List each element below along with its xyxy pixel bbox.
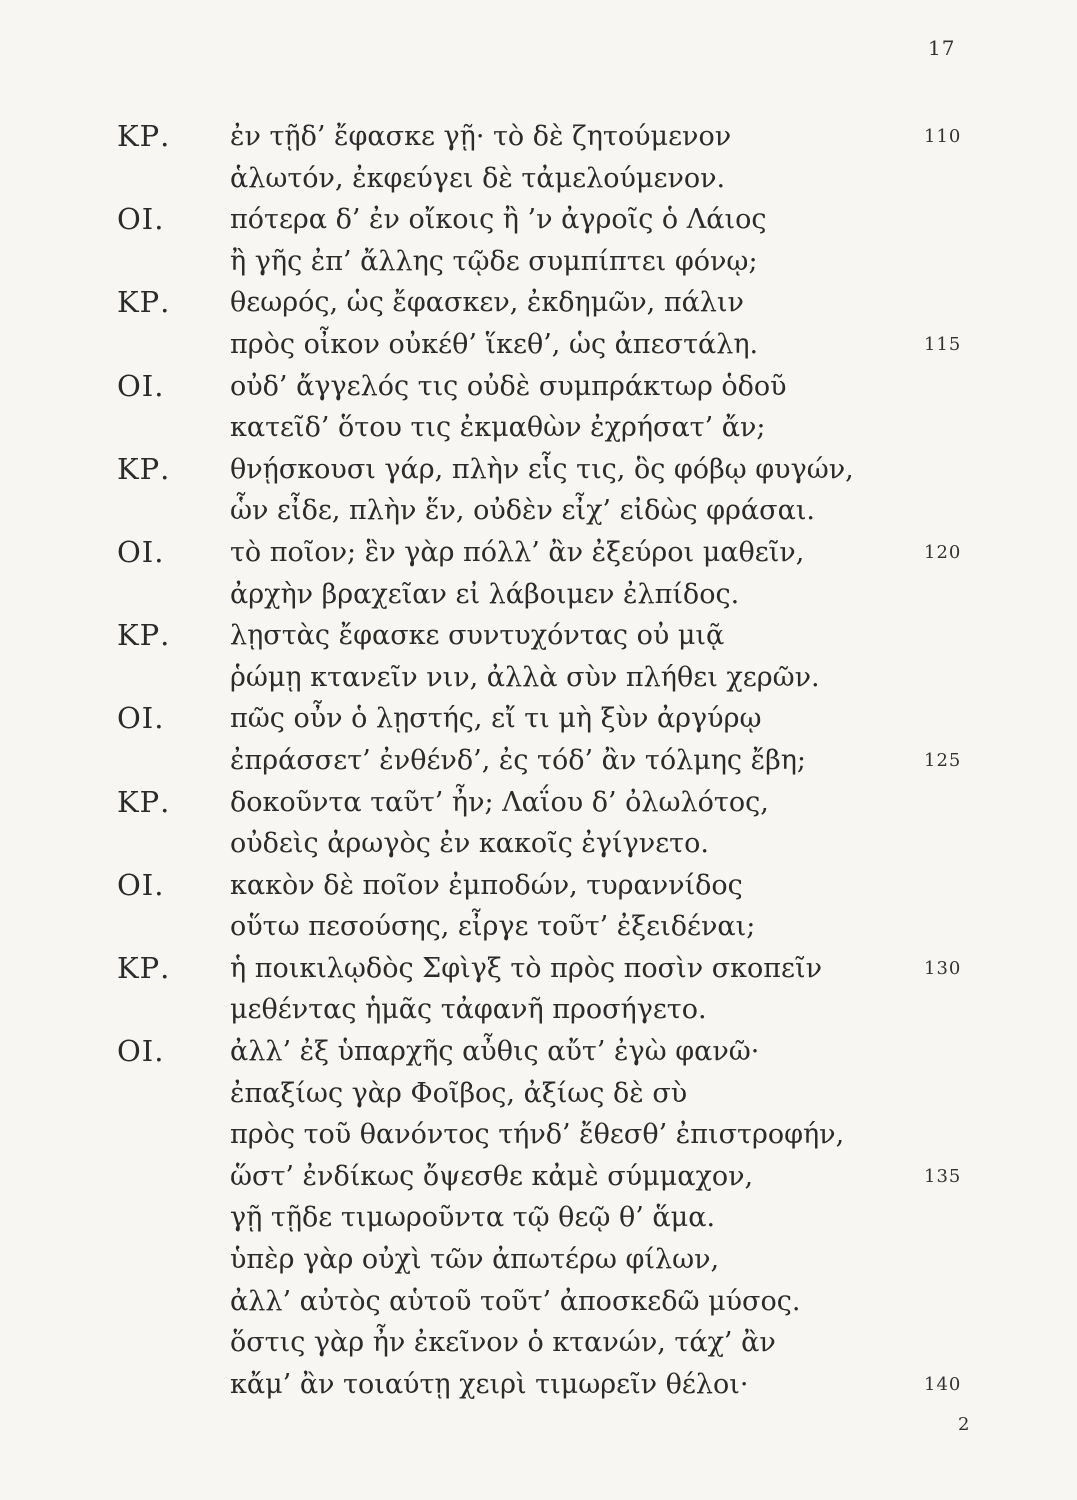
verse-block (0, 116, 1077, 1405)
verse-line (0, 1281, 1077, 1323)
verse-line (0, 366, 1077, 408)
verse-line (0, 1114, 1077, 1156)
line-number: 140 (924, 1373, 962, 1395)
verse-text: οὐδεὶς ἀρωγὸς ἐν κακοῖς ἐγίγνετο. (230, 828, 709, 860)
verse-text: θεωρός, ὡς ἔφασκεν, ἐκδημῶν, πάλιν (230, 287, 744, 319)
verse-text: ὥστ’ ἐνδίκως ὄψεσθε κἀμὲ σύμμαχον, (230, 1160, 754, 1192)
verse-text: μεθέντας ἡμᾶς τἀφανῆ προσήγετο. (230, 994, 707, 1026)
verse-line (0, 199, 1077, 241)
verse-text: οὐδ’ ἄγγελός τις οὐδὲ συμπράκτωρ ὁδοῦ (230, 370, 787, 402)
verse-line (0, 574, 1077, 616)
verse-line (0, 1031, 1077, 1073)
verse-line (0, 698, 1077, 740)
verse-line (0, 241, 1077, 283)
verse-line (0, 906, 1077, 948)
verse-line (0, 865, 1077, 907)
verse-text: οὕτω πεσούσης, εἶργε τοῦτ’ ἐξειδέναι; (230, 911, 756, 943)
speaker-label: ΚΡ. (117, 784, 171, 819)
verse-text: γῇ τῇδε τιμωροῦντα τῷ θεῷ θ’ ἅμα. (230, 1202, 716, 1234)
verse-line (0, 989, 1077, 1031)
verse-text: κακὸν δὲ ποῖον ἐμποδών, τυραννίδος (230, 869, 743, 901)
speaker-label: ΚΡ. (117, 119, 171, 153)
speaker-label: ΟΙ. (117, 202, 165, 237)
verse-line (0, 158, 1077, 200)
verse-line (0, 657, 1077, 699)
verse-line (0, 1364, 1077, 1406)
line-number: 125 (924, 749, 962, 771)
speaker-label: ΟΙ. (117, 1034, 165, 1069)
verse-text: ἀλλ’ ἐξ ὑπαρχῆς αὖθις αὔτ’ ἐγὼ φανῶ· (230, 1036, 760, 1068)
verse-line (0, 490, 1077, 532)
line-number: 115 (924, 333, 962, 355)
line-number: 120 (924, 541, 962, 563)
verse-text: ἁλωτόν, ἐκφεύγει δὲ τἀμελούμενον. (230, 162, 726, 194)
verse-line (0, 407, 1077, 449)
verse-text: ἡ ποικιλῳδὸς Σφὶγξ τὸ πρὸς ποσὶν σκοπεῖν (230, 952, 822, 984)
verse-line (0, 1156, 1077, 1198)
line-number: 135 (924, 1165, 962, 1187)
verse-text: ὧν εἶδε, πλὴν ἕν, οὐδὲν εἶχ’ εἰδὼς φράσαι. (230, 495, 815, 527)
verse-text: θνῄσκουσι γάρ, πλὴν εἷς τις, ὃς φόβῳ φυγών, (230, 453, 854, 485)
speaker-label: ΚΡ. (117, 451, 171, 486)
verse-line (0, 782, 1077, 824)
verse-text: κἄμ’ ἂν τοιαύτῃ χειρὶ τιμωρεῖν θέλοι· (230, 1368, 749, 1400)
speaker-label: ΚΡ. (117, 950, 171, 985)
verse-line (0, 1197, 1077, 1239)
verse-line (0, 823, 1077, 865)
verse-line (0, 324, 1077, 366)
line-number: 110 (924, 126, 962, 147)
verse-text: ἀλλ’ αὐτὸς αὑτοῦ τοῦτ’ ἀποσκεδῶ μύσος. (230, 1285, 801, 1317)
verse-text: τὸ ποῖον; ἓν γὰρ πόλλ’ ἂν ἐξεύροι μαθεῖν, (230, 536, 805, 568)
verse-line (0, 948, 1077, 990)
verse-text: ὅστις γὰρ ἦν ἐκεῖνον ὁ κτανών, τάχ’ ἂν (230, 1327, 776, 1359)
speaker-label: ΚΡ. (117, 618, 171, 653)
verse-text: ἐν τῇδ’ ἔφασκε γῇ· τὸ δὲ ζητούμενον (230, 121, 732, 152)
verse-text: πῶς οὖν ὁ λῃστής, εἴ τι μὴ ξὺν ἀργύρῳ (230, 703, 762, 735)
verse-text: ἐπράσσετ’ ἐνθένδ’, ἐς τόδ’ ἂν τόλμης ἔβη; (230, 744, 806, 776)
verse-line (0, 282, 1077, 324)
speaker-label: ΚΡ. (117, 285, 171, 320)
verse-line (0, 615, 1077, 657)
speaker-label: ΟΙ. (117, 701, 165, 736)
verse-text: ἢ γῆς ἐπ’ ἄλλης τῷδε συμπίπτει φόνῳ; (230, 245, 758, 277)
verse-text: δοκοῦντα ταῦτ’ ἦν; Λαΐου δ’ ὀλωλότος, (230, 786, 769, 818)
speaker-label: ΟΙ. (117, 534, 165, 569)
verse-line (0, 1239, 1077, 1281)
verse-line (0, 740, 1077, 782)
line-number: 130 (924, 957, 962, 979)
verse-line (0, 1322, 1077, 1364)
verse-text: ἀρχὴν βραχεῖαν εἰ λάβοιμεν ἐλπίδος. (230, 578, 740, 610)
verse-line (0, 1073, 1077, 1115)
verse-text: ἐπαξίως γὰρ Φοῖβος, ἀξίως δὲ σὺ (230, 1077, 688, 1109)
verse-line (0, 449, 1077, 491)
verse-text: λῃστὰς ἔφασκε συντυχόντας οὐ μιᾷ (230, 620, 725, 652)
verse-text: ῥώμῃ κτανεῖν νιν, ἀλλὰ σὺν πλήθει χερῶν. (230, 661, 820, 693)
verse-line (0, 532, 1077, 574)
verse-text: κατεῖδ’ ὅτου τις ἐκμαθὼν ἐχρήσατ’ ἄν; (230, 412, 766, 444)
verse-line (0, 116, 1077, 158)
page-number: 17 (928, 36, 956, 60)
speaker-label: ΟΙ. (117, 867, 165, 902)
verse-text: πρὸς οἶκον οὐκέθ’ ἵκεθ’, ὡς ἀπεστάλη. (230, 328, 759, 360)
verse-text: πρὸς τοῦ θανόντος τήνδ’ ἔθεσθ’ ἐπιστροφήν, (230, 1119, 845, 1151)
signature-mark: 2 (958, 1414, 970, 1435)
verse-text: πότερα δ’ ἐν οἴκοις ἢ ’ν ἀγροῖς ὁ Λάιος (230, 204, 767, 236)
verse-text: ὑπὲρ γὰρ οὐχὶ τῶν ἀπωτέρω φίλων, (230, 1244, 720, 1276)
speaker-label: ΟΙ. (117, 368, 165, 403)
